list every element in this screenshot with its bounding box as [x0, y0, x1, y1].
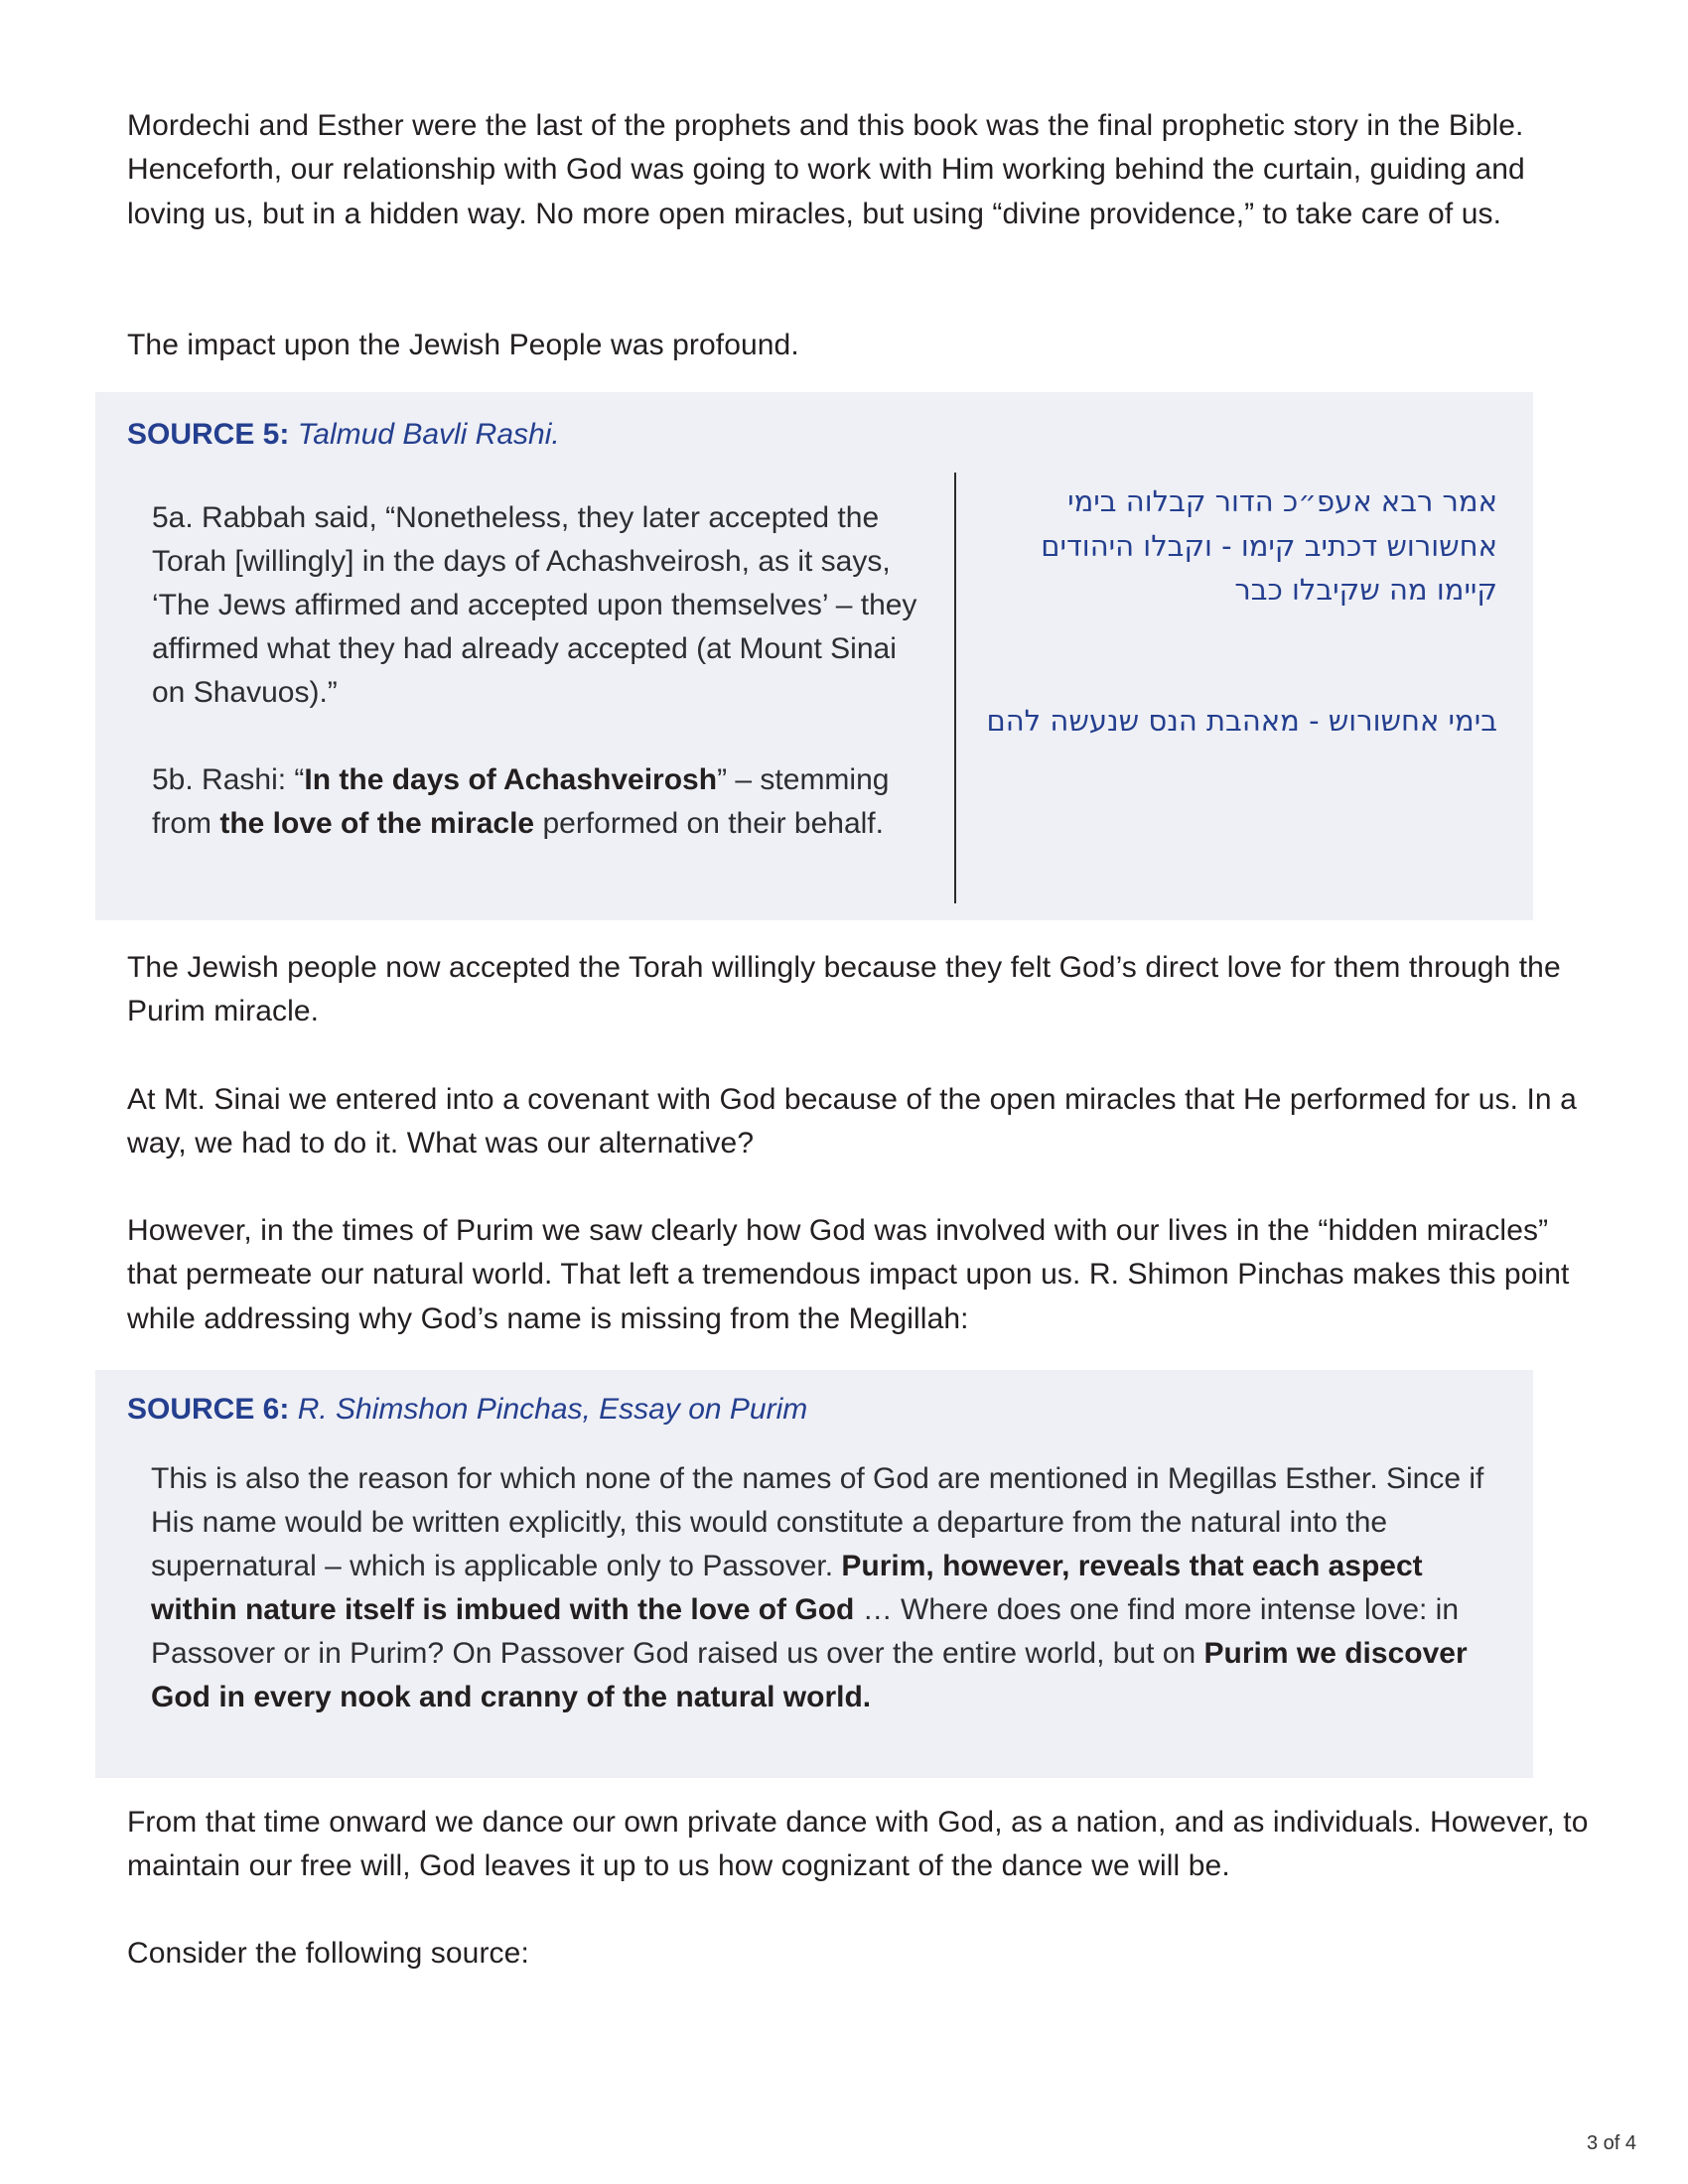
source-6-bold-part-2: Purim we discover God in every nook and cranny of the natural world. — [151, 1637, 1468, 1713]
source-5b-hebrew: בימי אחשורוש - מאהבת הנס שנעשה להם — [986, 704, 1497, 738]
intro-paragraph: Mordechi and Esther were the last of the prophets and this book was the final prophetic story in the Bible. Henceforth, our relationship with God was going to work with Him working behind the curtain, guiding and loving us, but in a hidden way. No more open miracles, but using “divine providence,” to take care of us. — [127, 109, 1525, 230]
source-5b-mid: ” – stemming from — [152, 763, 890, 840]
source-5-label: SOURCE 5: — [127, 418, 290, 451]
source-6-box — [95, 1370, 1533, 1778]
middle-paragraph-1: The Jewish people now accepted the Torah willingly because they felt God’s direct love for them through the Purim miracle. — [127, 951, 1561, 1028]
source-5a-english: 5a. Rabbah said, “Nonetheless, they later accepted the Torah [willingly] in the days of Achashveirosh, as it says, ‘The Jews affirmed and accepted upon themselves’ – they affirmed what they had already accepted (at Mount Sinai on Shavuos).” — [152, 501, 917, 709]
source-5b-bold-quote: In the days of Achashveirosh — [304, 763, 718, 796]
source-6-label: SOURCE 6: — [127, 1393, 290, 1426]
column-divider — [954, 473, 956, 903]
closing-paragraph: From that time onward we dance our own private dance with God, as a nation, and as individuals. However, to maintain our free will, God leaves it up to us how cognizant of the dance we will be. — [127, 1806, 1589, 1883]
source-6-heading — [127, 1392, 807, 1428]
source-5b-prefix: 5b. Rashi: “ — [152, 763, 305, 796]
source-6-text-part-2: … Where does one find more intense love: in Passover or in Purim? On Passover God raised us over the entire world, but on — [151, 1593, 1460, 1670]
middle-paragraph-2: At Mt. Sinai we entered into a covenant with God because of the open miracles that He performed for us. In a way, we had to do it. What was our alternative? — [127, 1083, 1577, 1160]
source-6-bold-part-1: Purim, however, reveals that each aspect within nature itself is imbued with the love of God — [151, 1550, 1423, 1626]
page-number: 3 of 4 — [1587, 2132, 1637, 2154]
source-5-reference: Talmud Bavli Rashi. — [297, 418, 560, 451]
source-6-text-part-1: This is also the reason for which none of the names of God are mentioned in Megillas Esther. Since if His name would be written explicitly, this would constitute a departure from the natural into the supernatural – which is applicable only to Passover. — [151, 1462, 1484, 1582]
source-5-heading — [127, 417, 560, 453]
intro-impact-line: The impact upon the Jewish People was profound. — [127, 329, 799, 361]
closing-consider-line: Consider the following source: — [127, 1937, 529, 1970]
middle-paragraph-3: However, in the times of Purim we saw clearly how God was involved with our lives in the “hidden miracles” that permeate our natural world. That left a tremendous impact upon us. R. Shimon Pinchas makes this point while addressing why God’s name is missing from the Megillah: — [127, 1214, 1570, 1335]
source-5a-hebrew: אמר רבא אעפ״כ הדור קבלוה בימי אחשורוש דכתיב קימו - וקבלו היהודים קיימו מה שקיבלו כבר — [1041, 484, 1497, 607]
source-6-text — [151, 1457, 1511, 1719]
source-5b-bold-love: the love of the miracle — [219, 807, 535, 840]
source-5-box — [95, 392, 1533, 920]
source-5b-english — [152, 758, 921, 846]
source-5b-suffix: performed on their behalf. — [534, 807, 884, 840]
source-6-reference: R. Shimshon Pinchas, Essay on Purim — [297, 1393, 808, 1426]
